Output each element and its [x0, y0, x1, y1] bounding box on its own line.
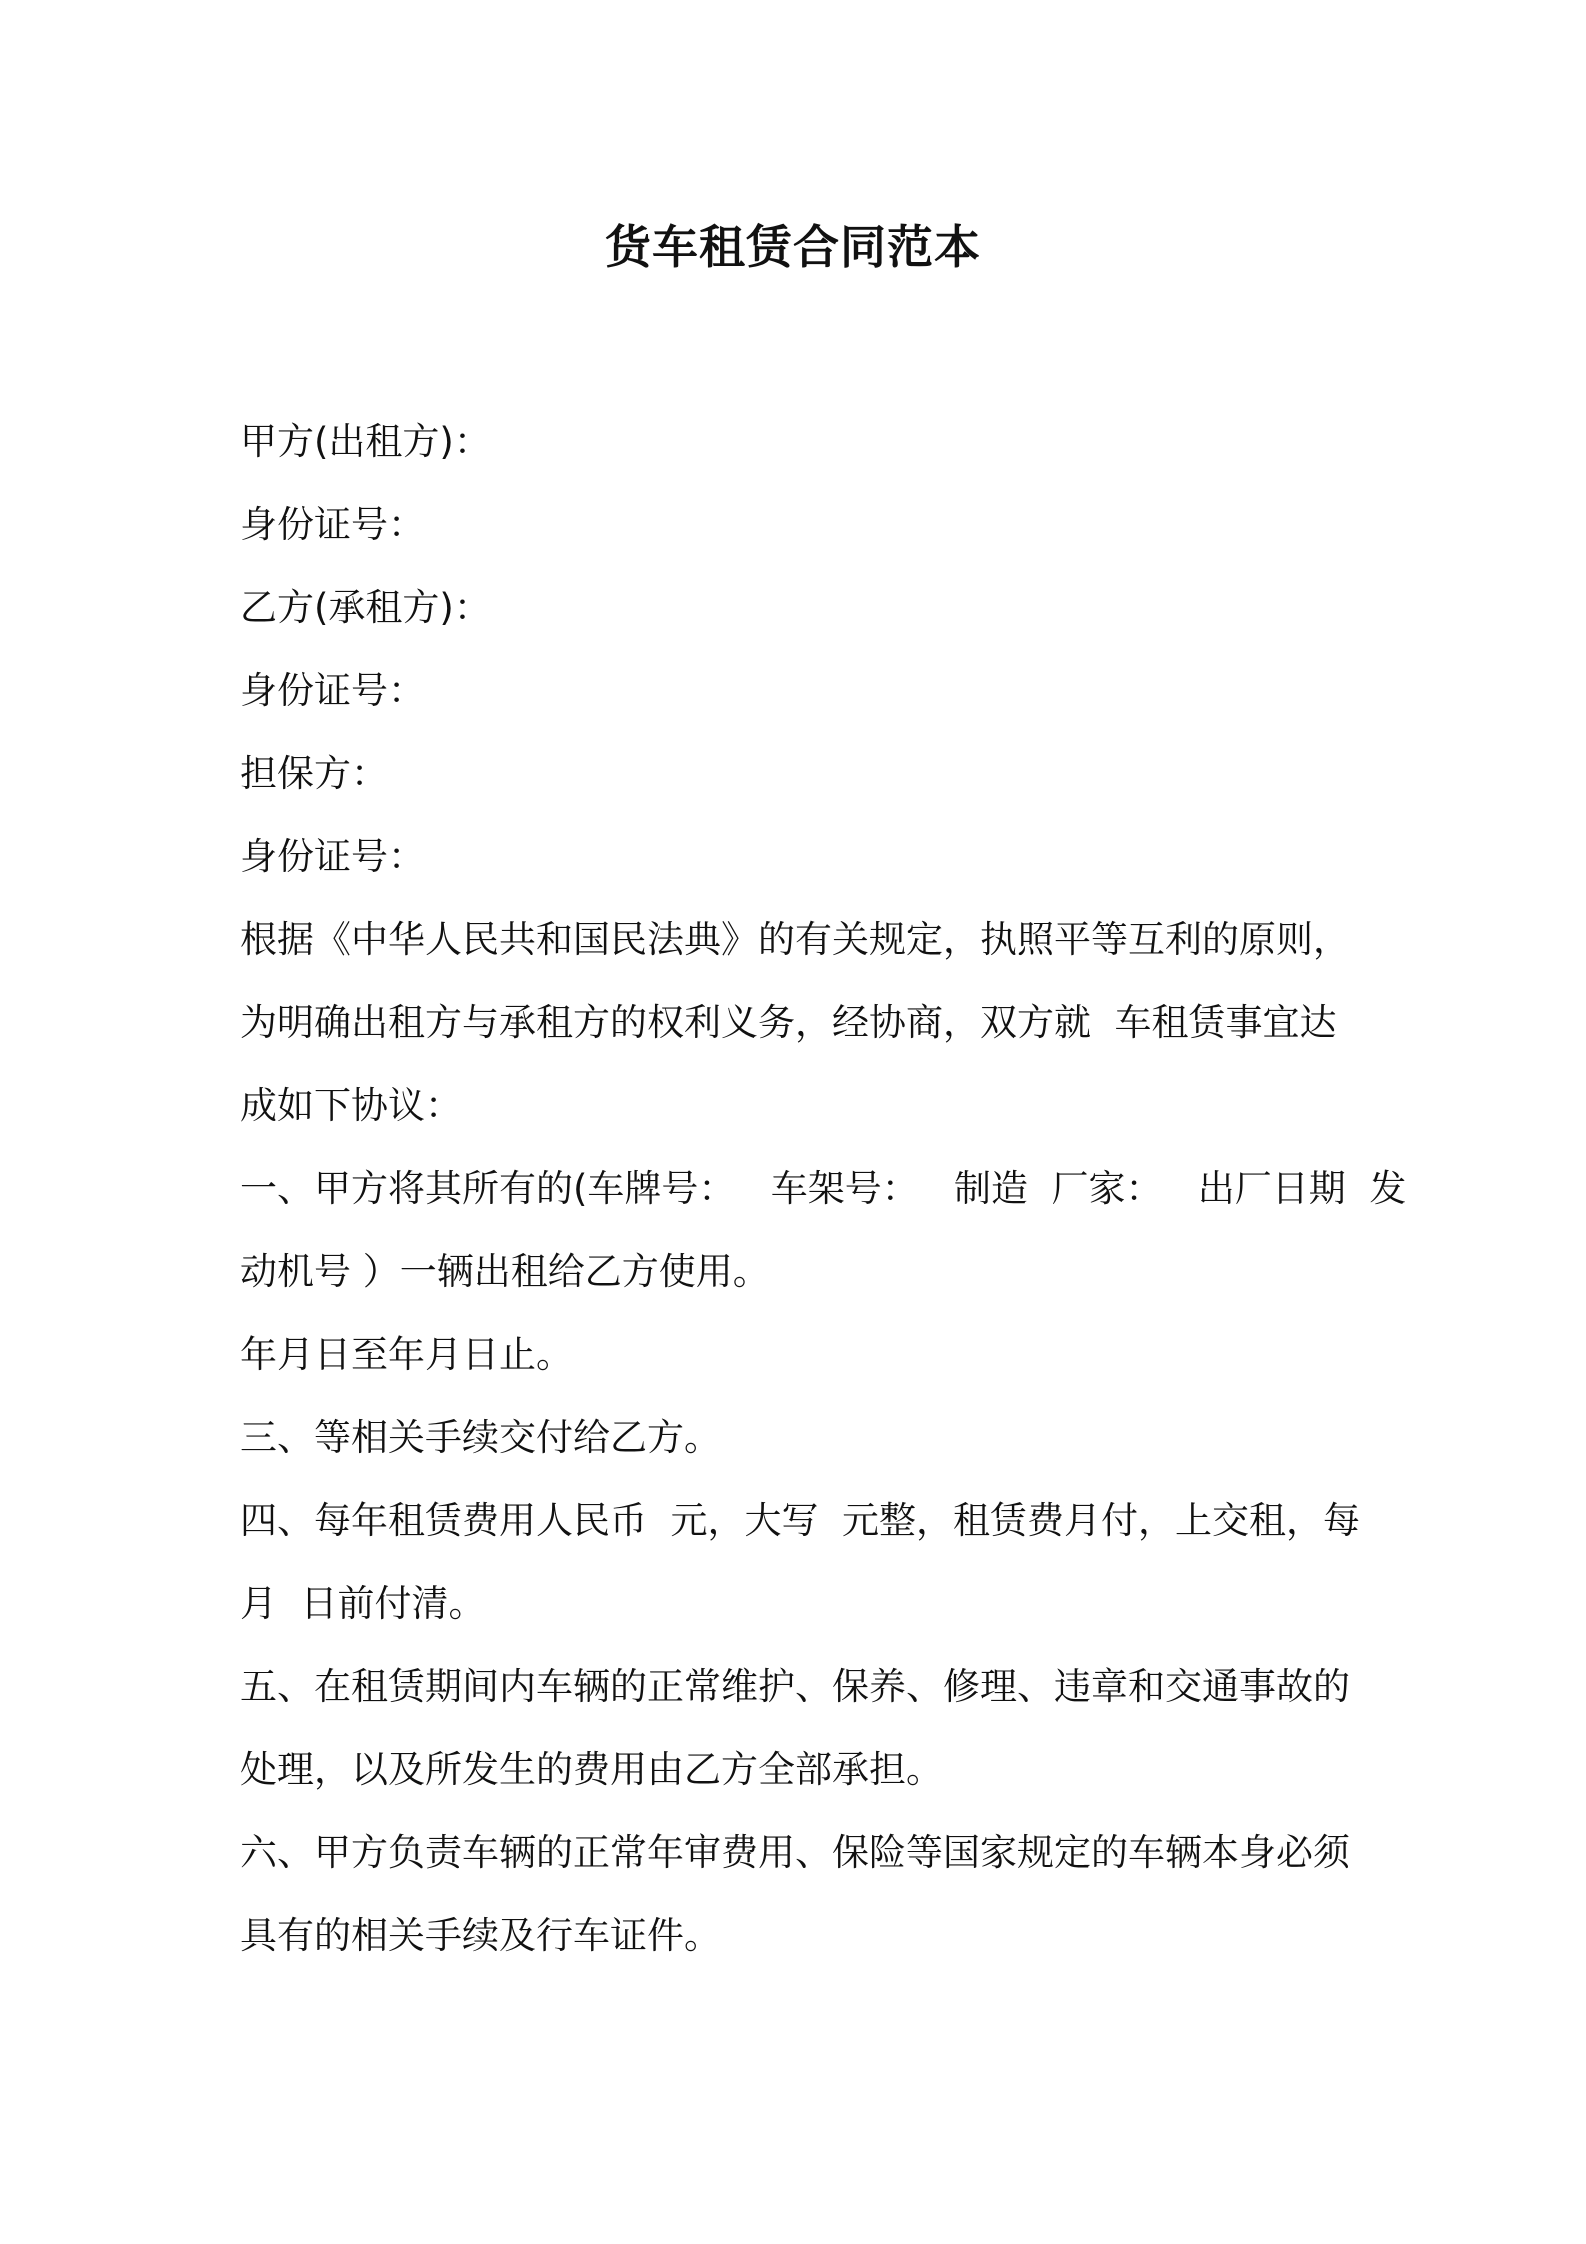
party-b-id-label: 身份证号： — [240, 669, 425, 712]
clause-3-line: 三、等相关手续交付给乙方。 — [240, 1416, 721, 1459]
clause-2-line: 年月日至年月日止。 — [240, 1333, 573, 1376]
preamble-line: 为明确出租方与承租方的权利义务，经协商，双方就 车租赁事宜达 — [240, 1001, 1337, 1044]
clause-1-line: 一、甲方将其所有的(车牌号： 车架号： 制造 厂家： 出厂日期 发 — [240, 1167, 1407, 1210]
party-b-label: 乙方(承租方)： — [240, 586, 491, 629]
clause-6-line: 六、甲方负责车辆的正常年审费用、保险等国家规定的车辆本身必须 — [240, 1831, 1350, 1874]
guarantor-id-label: 身份证号： — [240, 835, 425, 878]
preamble-line: 成如下协议： — [240, 1084, 462, 1127]
clause-4-line: 四、每年租赁费用人民币 元，大写 元整，租赁费月付，上交租，每 — [240, 1499, 1361, 1542]
party-a-label: 甲方(出租方)： — [240, 420, 491, 463]
clause-5-line: 处理，以及所发生的费用由乙方全部承担。 — [240, 1748, 943, 1791]
clause-4-line: 月 日前付清。 — [240, 1582, 486, 1625]
clause-1-line: 动机号 ）一辆出租给乙方使用。 — [240, 1250, 770, 1293]
clause-6-line: 具有的相关手续及行车证件。 — [240, 1914, 721, 1957]
preamble-line: 根据《中华人民共和国民法典》的有关规定，执照平等互利的原则， — [240, 918, 1350, 961]
guarantor-label: 担保方： — [240, 752, 388, 795]
party-a-id-label: 身份证号： — [240, 503, 425, 546]
clause-5-line: 五、在租赁期间内车辆的正常维护、保养、修理、违章和交通事故的 — [240, 1665, 1350, 1708]
document-title: 货车租赁合同范本 — [605, 220, 981, 274]
document-body — [240, 400, 1407, 1977]
